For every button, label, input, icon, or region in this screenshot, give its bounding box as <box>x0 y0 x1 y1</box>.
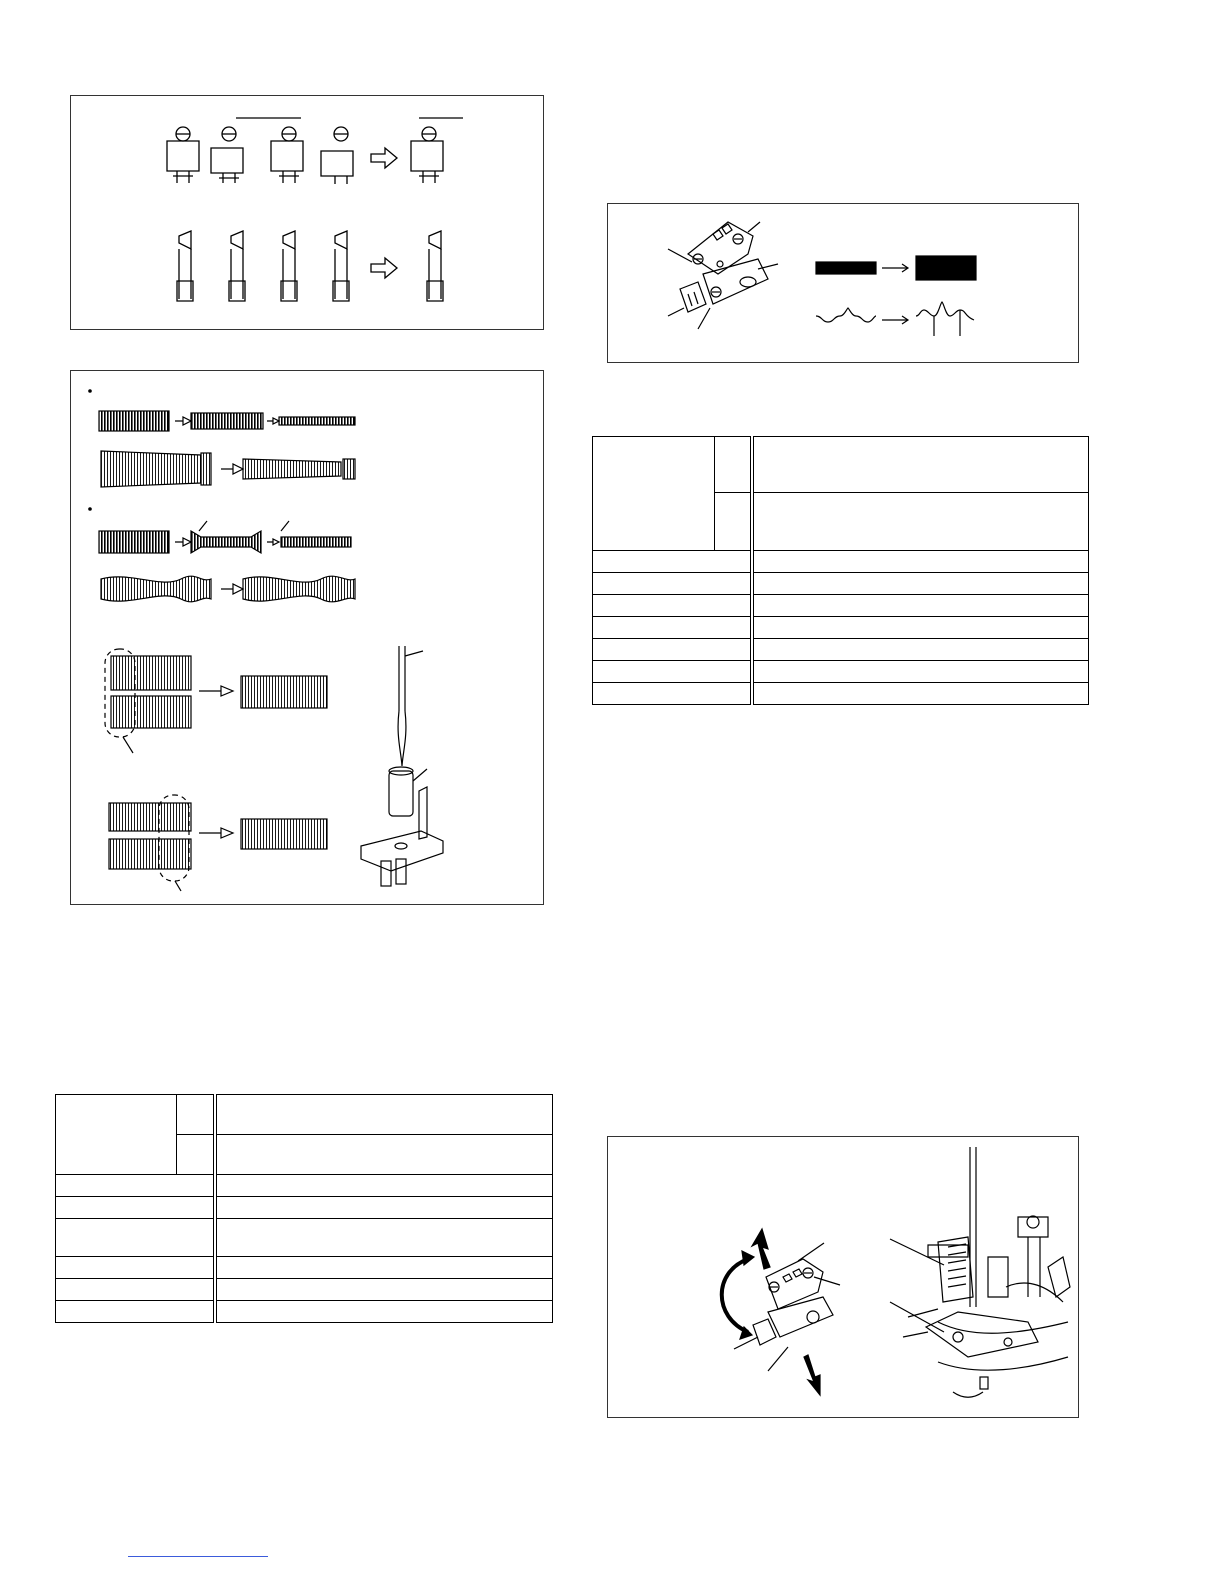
figure-guide-post-heights <box>70 95 544 330</box>
figure-rf-envelope <box>70 370 544 905</box>
arrow-up-icon <box>752 1229 770 1269</box>
spec-table-right <box>592 436 1089 705</box>
figure-guide-bracket <box>607 203 1079 363</box>
guide-post-row <box>167 127 443 184</box>
envelope-row-1 <box>99 411 355 431</box>
tape-mechanism-drawing <box>890 1147 1070 1397</box>
bracket-rotation-drawing <box>722 1229 840 1395</box>
guide-bracket-drawing <box>668 222 778 329</box>
envelope-row-4 <box>101 576 355 602</box>
waveform-bottom-pair <box>109 795 327 891</box>
arrow-down-icon <box>804 1355 820 1395</box>
envelope-row-2 <box>101 451 355 487</box>
envelope-row-3 <box>99 521 351 553</box>
waveform-before-after <box>816 256 976 336</box>
spec-table-left <box>55 1094 553 1323</box>
arrow-icon <box>371 258 397 278</box>
arrow-icon <box>371 148 397 168</box>
rotate-arrow-icon <box>722 1259 748 1332</box>
footer-link-underline[interactable] <box>128 1556 268 1557</box>
guide-tip-row <box>177 231 443 301</box>
figure-adjustment-assembly <box>607 1136 1079 1418</box>
guide-roller-screwdriver <box>361 646 443 886</box>
waveform-top-pair <box>105 649 327 753</box>
